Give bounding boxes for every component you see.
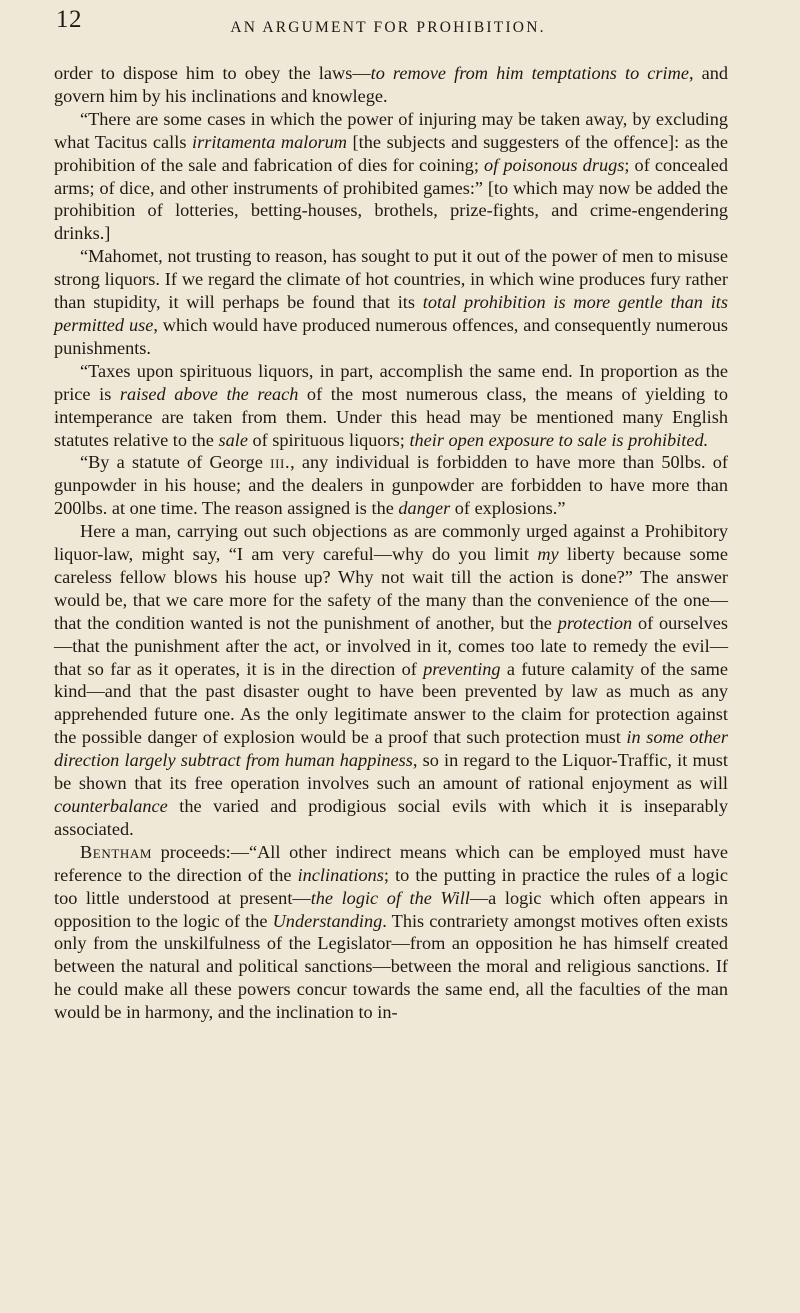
paragraph: Bentham proceeds:—“All other indirect means which can be employed must have reference to the direction of the inclinations; to the putting in practice the rules of a logic too little understood at present—the logic of the Will—a logic which often appears in opposition to the logic of the Understanding. This contrariety amongst motives often exists only from the unskilfulness of the Legislator—from an opposition he has himself created between the natural and political sanctions—between the moral and religious sanctions. If he could make all these powers concur towards the same end, all the faculties of the man would be in harmony, and the inclination to in- bbox=[54, 841, 728, 1023]
body-text bbox=[54, 62, 728, 1024]
page-header bbox=[54, 0, 722, 56]
paragraph: Here a man, carrying out such objections as are commonly urged against a Prohibitory liquor-law, might say, “I am very careful—why do you limit my liberty because some careless fellow blows his house up? Why not wait till the action is done?” The answer would be, that we care more for the safety of the many than the convenience of the one—that the condition wanted is not the punishment of another, but the protection of ourselves—that the punishment after the act, or involved in it, comes too late to remedy the evil—that so far as it operates, it is in the direction of preventing a future calamity of the same kind—and that the past disaster ought to have been prevented by law as much as any apprehended future one. As the only legitimate answer to the claim for protection against the possible danger of explosion would be a proof that such protection must in some other direction largely subtract from human happiness, so in regard to the Liquor-Traffic, it must be shown that its free operation involves such an amount of rational enjoyment as will counterbalance the varied and prodigious social evils with which it is inseparably associated. bbox=[54, 521, 728, 839]
page-number: 12 bbox=[56, 6, 82, 33]
paragraph: “Mahomet, not trusting to reason, has sought to put it out of the power of men to misuse strong liquors. If we regard the climate of hot countries, in which wine produces fury rather than stupidity, it will perhaps be found that its total prohibition is more gentle than its permitted use, which would have produced numerous offences, and consequently numerous punishments. bbox=[54, 246, 728, 358]
paragraph: “Taxes upon spirituous liquors, in part, accomplish the same end. In proportion as the price is raised above the reach of the most numerous class, the means of yielding to intemperance are taken from them. Under this head may be mentioned many English statutes relative to the sale of spirituous liquors; their open exposure to sale is prohibited. bbox=[54, 360, 728, 450]
paragraph: “By a statute of George iii., any individual is forbidden to have more than 50lbs. of gunpowder in his house; and the dealers in gunpowder are forbidden to have more than 200lbs. at one time. The reason assigned is the danger of explosions.” bbox=[54, 452, 728, 519]
paragraph: order to dispose him to obey the laws—to remove from him temptations to crime, and govern him by his inclinations and knowlege. bbox=[54, 63, 728, 106]
paragraph: “There are some cases in which the power of injuring may be taken away, by excluding what Tacitus calls irritamenta malorum [the subjects and suggesters of the offence]: as the prohibition of the sale and fabrication of dies for coining; of poisonous drugs; of concealed arms; of dice, and other instruments of prohibited games:” [to which may now be added the prohibition of lotteries, betting-houses, brothels, prize-fights, and crime-engendering drinks.] bbox=[54, 108, 728, 244]
running-title: AN ARGUMENT FOR PROHIBITION. bbox=[230, 19, 546, 36]
